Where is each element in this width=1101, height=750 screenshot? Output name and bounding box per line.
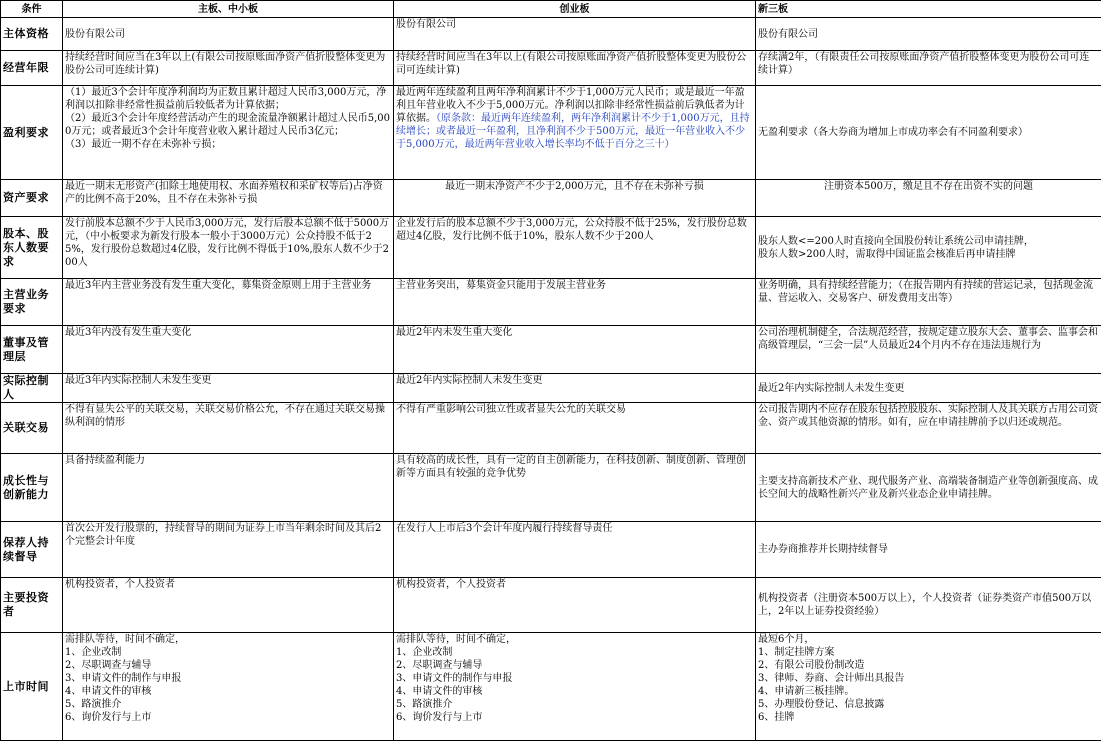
original-clause-note: （原条款：最近两年连续盈利，两年净利润累计不少于1,000万元，且持续增长；或者最近一年盈利，且净利润不少于500万元，最近一年营业收入不少于5,000万元，最近两年营业收入增长率均不低于百分之三十） xyxy=(396,113,750,150)
gem-cell[interactable]: 最近2年内实际控制人未发生变更 xyxy=(394,374,756,403)
neeq-cell[interactable]: 股份有限公司 xyxy=(756,18,1101,51)
table-row xyxy=(1,180,1101,217)
neeq-cell[interactable]: 业务明确，具有持续经营能力；（在报告期内有持续的营运记录，包括现金流量、营运收入、交易客户、研发费用支出等） xyxy=(756,279,1101,326)
neeq-cell[interactable]: 公司报告期内不应存在股东包括控股股东、实际控制人及其关联方占用公司资金、资产或其他资源的情形。如有，应在申请挂牌前予以归还或规范。 xyxy=(756,403,1101,454)
header-condition[interactable]: 条件 xyxy=(1,1,63,18)
list-item: 5、路演推介 xyxy=(65,699,122,710)
neeq-cell[interactable]: 公司治理机制健全，合法规范经营，按规定建立股东大会、董事会、监事会和高级管理层，“三会一层”人员最近24个月内不存在违法违规行为 xyxy=(756,326,1101,374)
main-board-cell[interactable]: 持续经营时间应当在3年以上(有限公司按原账面净资产值折股整体变更为股份公司可连续计算) xyxy=(63,51,394,86)
neeq-cell[interactable]: 最近2年内实际控制人未发生变更 xyxy=(756,374,1101,403)
list-item: 5、路演推介 xyxy=(396,699,453,710)
header-neeq[interactable]: 新三板 xyxy=(756,1,1101,18)
row-label: 实际控制人 xyxy=(1,374,63,403)
row-label: 资产要求 xyxy=(1,180,63,217)
gem-cell[interactable]: 股份有限公司 xyxy=(394,18,756,51)
gem-cell[interactable]: 企业发行后的股本总额不少于3,000万元，公众持股不低于25%，发行股份总数超过4亿股，发行比例不低于10%，股东人数不少于200人 xyxy=(394,217,756,279)
table-row xyxy=(1,18,1101,51)
main-board-cell[interactable]: 具备持续盈利能力 xyxy=(63,454,394,522)
neeq-cell[interactable]: 注册资本500万，缴足且不存在出资不实的问题 xyxy=(756,180,1101,217)
table-row xyxy=(1,522,1101,578)
main-board-cell[interactable]: 发行前股本总额不少于人民币3,000万元，发行后股本总额不低于5000万元，（中小板要求为新发行股本一般小于3000万元）公众持股不低于25%，发行股份总数超过4亿股，发行比例不得低于10%,股东人数不少于200人 xyxy=(63,217,394,279)
row-label: 股本、股东人数要求 xyxy=(1,217,63,279)
neeq-cell[interactable]: 机构投资者（注册资本500万以上），个人投资者（证券类资产市值500万以上，2年以上证券投资经验） xyxy=(756,578,1101,633)
list-item: 1、制定挂牌方案 xyxy=(758,647,835,658)
table-row xyxy=(1,633,1101,741)
row-label: 成长性与创新能力 xyxy=(1,454,63,522)
gem-cell[interactable]: 最近2年内未发生重大变化 xyxy=(394,326,756,374)
row-label: 关联交易 xyxy=(1,403,63,454)
table-row xyxy=(1,51,1101,86)
row-label: 主体资格 xyxy=(1,18,63,51)
row-label: 主营业务要求 xyxy=(1,279,63,326)
gem-cell[interactable]: 主营业务突出，募集资金只能用于发展主营业务 xyxy=(394,279,756,326)
list-item: 4、申请文件的审核 xyxy=(65,686,152,697)
neeq-cell[interactable] xyxy=(756,217,1101,279)
gem-profit-text: 最近两年连续盈利且两年净利润累计不少于1,000万元人民币；或是最近一年盈利且年营业收入不少于5,000万元。净利润以扣除非经常性损益前后孰低者为计算依据。 xyxy=(396,87,745,124)
list-item: 2、有限公司股份制改造 xyxy=(758,660,865,671)
list-item: 4、申请新三板挂牌。 xyxy=(758,686,855,697)
gem-cell[interactable]: 持续经营时间应当在3年以上(有限公司按原账面净资产值折股整体变更为股份公司可连续计算) xyxy=(394,51,756,86)
neeq-cell[interactable]: 存续满2年，（有限责任公司按原账面净资产值折股整体变更为股份公司可连续计算） xyxy=(756,51,1101,86)
list-item: 3、律师、券商、会计师出具报告 xyxy=(758,673,905,684)
gem-cell[interactable]: 机构投资者，个人投资者 xyxy=(394,578,756,633)
main-board-cell[interactable]: 不得有显失公平的关联交易，关联交易价格公允，不存在通过关联交易操纵利润的情形 xyxy=(63,403,394,454)
table-row xyxy=(1,326,1101,374)
main-board-cell[interactable] xyxy=(63,633,394,741)
main-board-cell[interactable]: 机构投资者，个人投资者 xyxy=(63,578,394,633)
row-label: 董事及管理层 xyxy=(1,326,63,374)
main-board-cell[interactable]: 最近3年内没有发生重大变化 xyxy=(63,326,394,374)
list-item: 6、询价发行与上市 xyxy=(65,712,152,723)
gem-cell[interactable]: 最近一期末净资产不少于2,000万元，且不存在未弥补亏损 xyxy=(394,180,756,217)
table-row xyxy=(1,86,1101,180)
table-row xyxy=(1,374,1101,403)
main-board-cell[interactable]: 首次公开发行股票的，持续督导的期间为证券上市当年剩余时间及其后2个完整会计年度 xyxy=(63,522,394,578)
list-item: 股东人数<=200人时直接向全国股份转让系统公司申请挂牌， xyxy=(758,235,1034,247)
main-board-cell[interactable]: 最近一期末无形资产(扣除土地使用权、水面养殖权和采矿权等后)占净资产的比例不高于20%，且不存在未弥补亏损 xyxy=(63,180,394,217)
row-label: 上市时间 xyxy=(1,633,63,741)
main-board-cell[interactable]: 最近3年内实际控制人未发生变更 xyxy=(63,374,394,403)
neeq-cell[interactable]: 无盈利要求（各大券商为增加上市成功率会有不同盈利要求） xyxy=(756,86,1101,180)
list-item: 1、企业改制 xyxy=(65,647,122,658)
list-item: 3、申请文件的制作与申报 xyxy=(396,673,513,684)
row-label: 盈利要求 xyxy=(1,86,63,180)
header-row xyxy=(1,1,1101,18)
list-item: （2）最近3个会计年度经营活动产生的现金流量净额累计超过人民币5,000万元；或者最近3个会计年度营业收入累计超过人民币3亿元； xyxy=(65,113,390,137)
list-item: 2、尽职调查与辅导 xyxy=(65,660,152,671)
list-item: 需排队等待，时间不确定， xyxy=(65,634,185,645)
table-row xyxy=(1,279,1101,326)
neeq-cell[interactable]: 主办券商推荐并长期持续督导 xyxy=(756,522,1101,578)
row-label: 保荐人持续督导 xyxy=(1,522,63,578)
gem-cell[interactable] xyxy=(394,633,756,741)
main-board-cell[interactable]: 股份有限公司 xyxy=(63,18,394,51)
gem-cell[interactable]: 具有较高的成长性，具有一定的自主创新能力，在科技创新、制度创新、管理创新等方面具有较强的竞争优势 xyxy=(394,454,756,522)
list-item: 需排队等待，时间不确定， xyxy=(396,634,516,645)
neeq-cell[interactable]: 主要支持高新技术产业、现代服务产业、高端装备制造产业等创新强度高、成长空间大的战略性新兴产业及新兴业态企业申请挂牌。 xyxy=(756,454,1101,522)
row-label: 主要投资者 xyxy=(1,578,63,633)
table-row xyxy=(1,454,1101,522)
gem-cell[interactable] xyxy=(394,86,756,180)
table-row xyxy=(1,578,1101,633)
list-item: （3）最近一期不存在未弥补亏损； xyxy=(65,139,222,150)
list-item: 4、申请文件的审核 xyxy=(396,686,483,697)
list-item: 2、尽职调查与辅导 xyxy=(396,660,483,671)
header-main-board[interactable]: 主板、中小板 xyxy=(63,1,394,18)
list-item: 6、挂牌 xyxy=(758,712,795,723)
main-board-cell[interactable] xyxy=(63,86,394,180)
list-item: 3、申请文件的制作与申报 xyxy=(65,673,182,684)
header-gem[interactable]: 创业板 xyxy=(394,1,756,18)
row-label: 经营年限 xyxy=(1,51,63,86)
table-row xyxy=(1,217,1101,279)
list-item: （1）最近3个会计年度净利润均为正数且累计超过人民币3,000万元，净利润以扣除非经常性损益前后较低者为计算依据； xyxy=(65,87,387,111)
list-item: 1、企业改制 xyxy=(396,647,453,658)
list-item: 5、办理股份登记、信息披露 xyxy=(758,699,885,710)
main-board-cell[interactable]: 最近3年内主营业务没有发生重大变化，募集资金原则上用于主营业务 xyxy=(63,279,394,326)
list-item: 6、询价发行与上市 xyxy=(396,712,483,723)
gem-cell[interactable]: 不得有严重影响公司独立性或者显失公允的关联交易 xyxy=(394,403,756,454)
list-item: 最短6个月， xyxy=(758,634,815,645)
list-item: 股东人数>200人时，需取得中国证监会核准后再申请挂牌 xyxy=(758,248,1016,260)
neeq-cell[interactable] xyxy=(756,633,1101,741)
gem-cell[interactable]: 在发行人上市后3个会计年度内履行持续督导责任 xyxy=(394,522,756,578)
table-row xyxy=(1,403,1101,454)
